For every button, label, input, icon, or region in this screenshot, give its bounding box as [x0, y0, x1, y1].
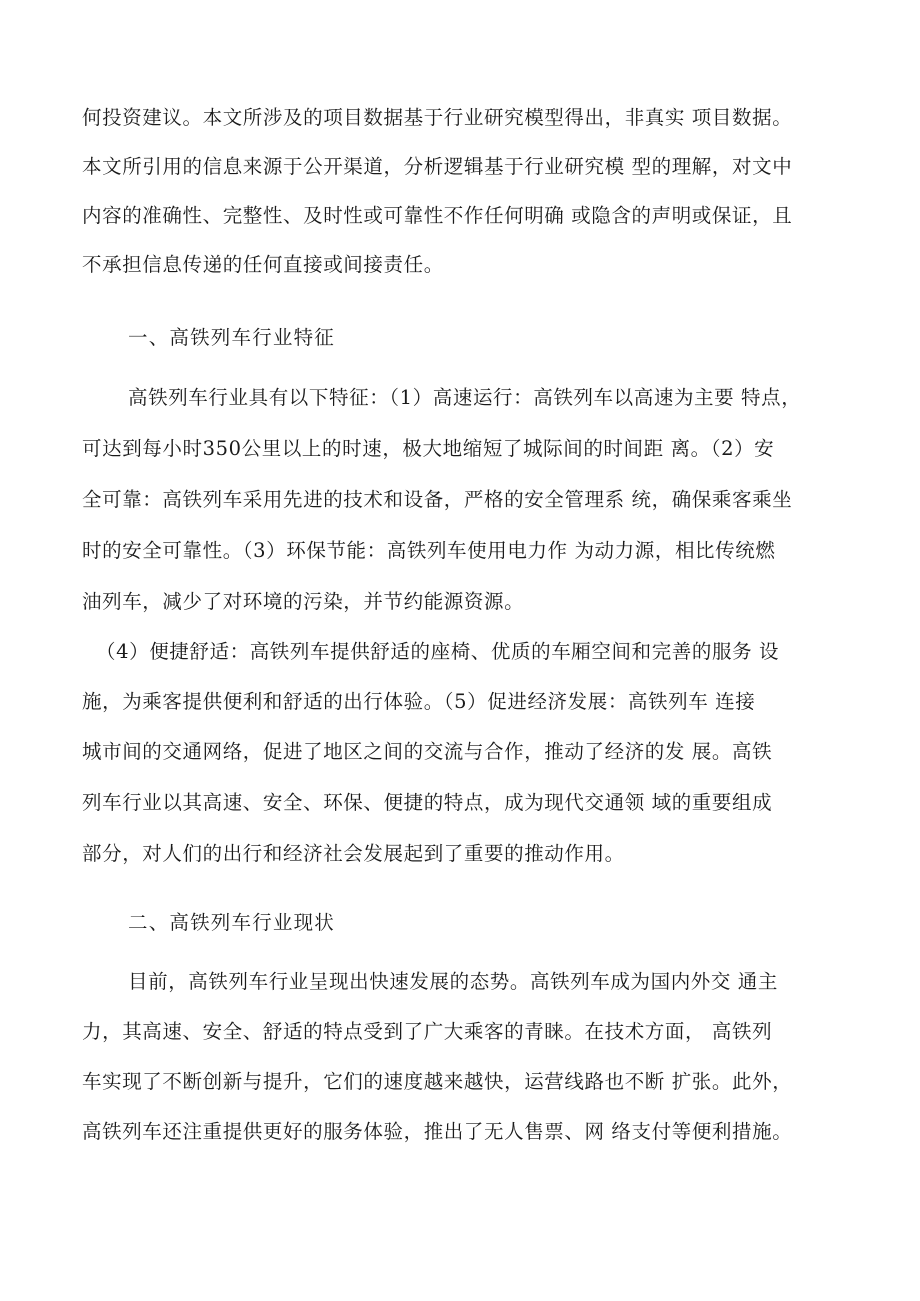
section-heading-status: 二、高铁列车行业现状: [128, 911, 336, 934]
paragraph-line: 内容的准确性、完整性、及时性或可靠性不作任何明确 或隐含的声明或保证，且: [82, 204, 793, 227]
paragraph-line: 全可靠：高铁列车采用先进的技术和设备，严格的安全管理系 统，确保乘客乘坐: [82, 488, 793, 511]
paragraph-line: （4）便捷舒适：高铁列车提供舒适的座椅、优质的车厢空间和完善的服务 设: [96, 640, 780, 663]
paragraph-line: 车实现了不断创新与提升，它们的速度越来越快，运营线路也不断 扩张。此外，: [82, 1070, 793, 1093]
paragraph-line: 施，为乘客提供便利和舒适的出行体验。（5）促进经济发展：高铁列车 连接: [82, 690, 756, 713]
paragraph-line: 可达到每小时350公里以上的时速，极大地缩短了城际间的时间距 离。（2）安: [82, 437, 775, 460]
paragraph-line: 不承担信息传递的任何直接或间接责任。: [82, 253, 444, 276]
paragraph-line: 高铁列车行业具有以下特征：（1）高速运行：高铁列车以高速为主要 特点，: [128, 386, 802, 409]
paragraph-line: 本文所引用的信息来源于公开渠道，分析逻辑基于行业研究模 型的理解，对文中: [82, 155, 793, 178]
section-heading-features: 一、高铁列车行业特征: [128, 326, 336, 349]
paragraph-line: 列车行业以其高速、安全、环保、便捷的特点，成为现代交通领 域的重要组成: [82, 791, 773, 814]
paragraph-line: 时的安全可靠性。（3）环保节能：高铁列车使用电力作 为动力源，相比传统燃: [82, 539, 776, 562]
paragraph-line: 目前，高铁列车行业呈现出快速发展的态势。高铁列车成为国内外交 通主: [128, 970, 778, 993]
paragraph-line: 力，其高速、安全、舒适的特点受到了广大乘客的青睐。在技术方面， 高铁列: [82, 1020, 773, 1043]
paragraph-line: 城市间的交通网络，促进了地区之间的交流与合作，推动了经济的发 展。高铁: [82, 740, 773, 763]
paragraph-line: 油列车，减少了对环境的污染，并节约能源资源。: [82, 590, 525, 613]
paragraph-line: 部分，对人们的出行和经济社会发展起到了重要的推动作用。: [82, 842, 625, 865]
paragraph-line: 何投资建议。本文所涉及的项目数据基于行业研究模型得出，非真实 项目数据。: [82, 106, 793, 129]
paragraph-line: 高铁列车还注重提供更好的服务体验，推出了无人售票、网 络支付等便利措施。: [82, 1120, 793, 1143]
